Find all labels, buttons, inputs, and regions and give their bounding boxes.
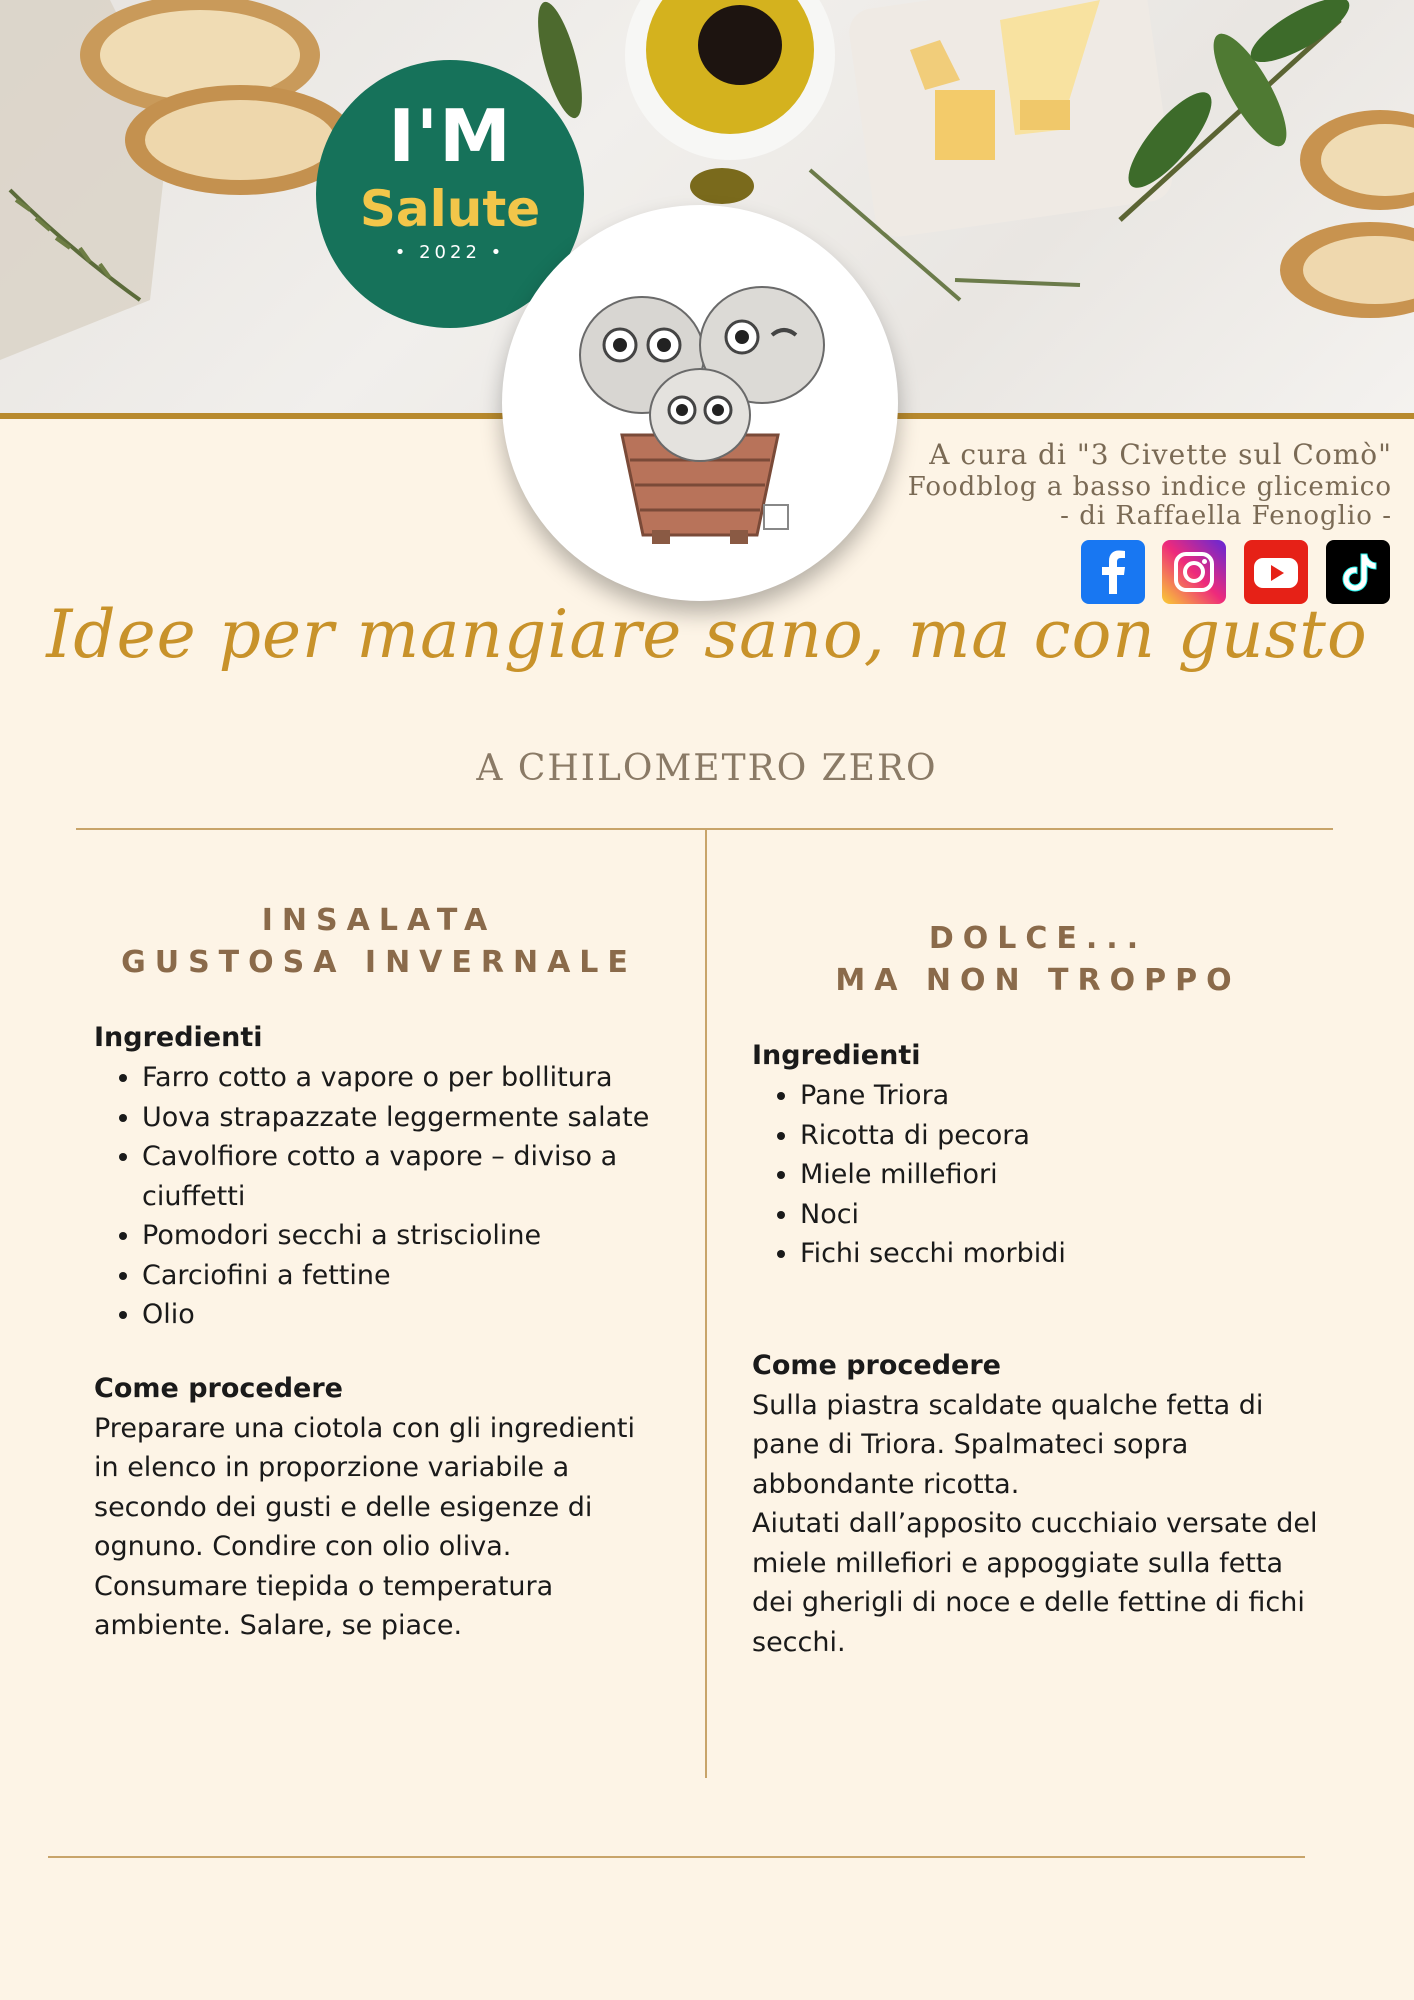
badge-title: I'M (388, 94, 512, 178)
recipe-right-title-line2: MA NON TROPPO (835, 963, 1241, 998)
recipe-left-title-line2: GUSTOSA INVERNALE (121, 945, 637, 980)
instagram-icon[interactable] (1162, 540, 1226, 604)
procedure-text: Sulla piastra scaldate qualche fetta di pane di Triora. Spalmateci sopra abbondante ricotta. (752, 1389, 1264, 1500)
youtube-icon[interactable] (1244, 540, 1308, 604)
procedure-label: Come procedere (752, 1349, 1001, 1381)
list-item: • Pane Triora (800, 1076, 1324, 1116)
owls-logo (502, 205, 898, 601)
badge-year: • 2022 • (394, 242, 506, 263)
list-item: • Fichi secchi morbidi (800, 1234, 1324, 1274)
recipe-left-title-line1: INSALATA (261, 903, 497, 938)
list-item: • Miele millefiori (800, 1155, 1324, 1195)
facebook-icon[interactable] (1081, 540, 1145, 604)
recipe-right-title (752, 918, 1324, 1002)
ingredients-list (94, 1058, 664, 1335)
bottom-divider (48, 1856, 1305, 1858)
list-item: • Uova strapazzate leggermente salate (142, 1098, 664, 1138)
page-subtitle: A CHILOMETRO ZERO (476, 748, 938, 789)
procedure-text: Preparare una ciotola con gli ingredienti in elenco in proporzione variabile a secondo dei gusti e delle esigenze di ognuno. Condire con olio oliva. Consumare tiepida o temperatura ambiente. Salare, se piace. (94, 1412, 636, 1641)
column-divider (705, 830, 707, 1778)
page-title: Idee per mangiare sano, ma con gusto (46, 596, 1368, 673)
recipe-left-title (94, 900, 664, 984)
badge-subtitle: Salute (359, 180, 541, 238)
tiktok-icon[interactable] (1326, 540, 1390, 604)
list-item: • Ricotta di pecora (800, 1116, 1324, 1156)
list-item: • Farro cotto a vapore o per bollitura (142, 1058, 664, 1098)
credit-author: A cura di "3 Civette sul Comò" (929, 438, 1392, 471)
list-item: • Noci (800, 1195, 1324, 1235)
procedure-label: Come procedere (94, 1372, 343, 1404)
ingredients-label: Ingredienti (94, 1022, 263, 1053)
recipe-right-title-line1: DOLCE... (928, 921, 1148, 956)
list-item: • Carciofini a fettine (142, 1256, 664, 1296)
ingredients-label: Ingredienti (752, 1040, 921, 1071)
owls-in-basket-icon (502, 205, 898, 601)
recipe-left (94, 900, 664, 1646)
credit-name: - di Raffaella Fenoglio - (1060, 501, 1392, 531)
ingredients-list (752, 1076, 1324, 1274)
list-item: • Olio (142, 1295, 664, 1335)
procedure-text: Aiutati dall’apposito cucchiaio versate del miele millefiori e appoggiate sulla fetta dei gherigli di noce e delle fettine di fichi secchi. (752, 1508, 1318, 1658)
recipe-right (752, 918, 1324, 1662)
credit-blog: Foodblog a basso indice glicemico (907, 472, 1392, 502)
list-item: • Cavolfiore cotto a vapore – diviso a ciuffetti (142, 1137, 664, 1216)
list-item: • Pomodori secchi a striscioline (142, 1216, 664, 1256)
